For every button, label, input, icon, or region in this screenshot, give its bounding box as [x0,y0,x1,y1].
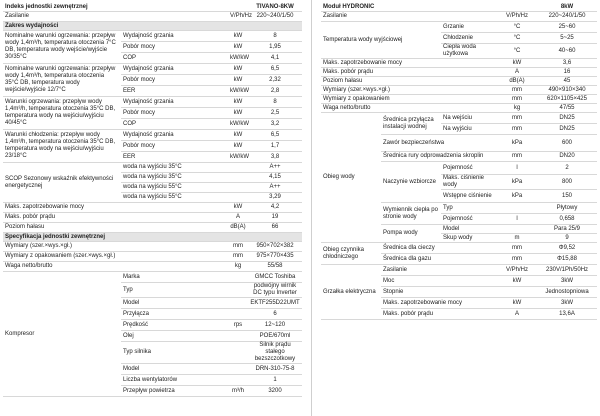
param: Wydajność grzania [121,130,228,141]
compressor-label: Kompresor [3,272,121,397]
row-label: Waga netto/brutto [3,262,228,272]
unit: dB(A) [497,77,537,86]
value: 975×770×435 [248,252,302,262]
unit: A [228,213,248,223]
temp-label: Temperatura wody wyjściowej [321,22,441,59]
table-row [321,104,597,113]
value: DN25 [537,124,597,135]
param: COP [121,53,228,64]
param: Przyłącza [121,309,228,320]
unit [228,298,248,309]
value: 6 [248,309,302,320]
param: Model [121,364,228,375]
unit: kW/kW [228,152,248,163]
param: Na wyjściu [441,124,497,135]
param: Wydajność grzania [121,64,228,75]
value: 2 [537,162,597,175]
table-row [3,252,302,262]
value: EKTF255D22UMT [248,298,302,309]
value: 220~240/1/50 [537,12,597,22]
param: Średnica dla gazu [381,254,497,265]
value: 2,5 [248,108,302,119]
table-row [3,31,302,42]
value: 3kW [537,298,597,309]
model-name: 8kW [537,3,597,12]
param: Na wejściu [441,113,497,124]
section-header: Zakres wydajności [3,22,302,31]
unit: °C [497,44,537,59]
table-row [321,265,597,276]
value: 12~120 [248,320,302,331]
unit: A [497,309,537,320]
unit: kW [228,64,248,75]
coolant-label: Obieg czynnika chłodniczego [321,243,381,265]
unit: kW [228,31,248,42]
param: Zawór bezpieczeństwa [381,135,497,152]
param: Maks. zapotrzebowanie mocy [381,298,497,309]
value: 4,2 [248,203,302,213]
sub-label: Wymiennik ciepła po stronie wody [381,203,441,225]
value: 6,5 [248,130,302,141]
row-label: Wymiary z opakowaniem [321,95,497,104]
unit: kW [228,75,248,86]
param: Pobór mocy [121,108,228,119]
sub-label: Średnica przyłącza instalacji wodnej [381,113,441,135]
unit: kg [497,104,537,113]
row-label: Wymiary z opakowaniem (szer.×wys.×gł.) [3,252,228,262]
row-label: Poziom hałasu [3,223,228,233]
value: 8 [248,31,302,42]
param: woda na wyjściu 35°C [121,163,248,173]
param: Olej [121,331,228,342]
row-label: Poziom hałasu [321,77,497,86]
unit: kW/kW [228,53,248,64]
value: 2,32 [248,75,302,86]
value: podwójny wirnik DC typu Inverter [248,283,302,298]
table-title: Indeks jednostki zewnętrznej [3,3,248,12]
value: 40~60 [537,44,597,59]
value: DRN-310-75-8 [248,364,302,375]
condition-label: Warunki ogrzewania: przepływ wody 1,4m³/h, temperatura otoczenia 35°C DB, temperatura wody na wejściu/wyjściu 40/45°C [3,97,121,130]
param: EER [121,86,228,97]
value: A++ [248,183,302,193]
table-row [3,64,302,75]
unit: kW [228,141,248,152]
unit: kW [497,276,537,287]
table-row [321,95,597,104]
row-label: Zasilanie [321,12,497,22]
value: Płytowy [537,203,597,214]
param: Zasilanie [381,265,497,276]
table-row [3,242,302,252]
table-row [3,3,302,12]
param: Wstępne ciśnienie [441,190,497,203]
value: 800 [537,175,597,190]
param: Wydajność grzania [121,31,228,42]
value: 3,2 [248,119,302,130]
unit: mm [497,254,537,265]
unit: kPa [497,135,537,152]
row-label: Maks. pobór prądu [321,68,497,77]
unit: kW [497,298,537,309]
value: 1,7 [248,141,302,152]
unit [228,283,248,298]
unit: m³/h [228,386,248,397]
table-row [3,233,302,242]
param: Pobór mocy [121,75,228,86]
table-row [3,12,302,22]
value: 0,658 [537,214,597,225]
value: DN25 [537,113,597,124]
unit: rps [228,320,248,331]
param: Moc [381,276,497,287]
unit: mm [497,152,537,162]
value: 8 [248,97,302,108]
unit [497,287,537,298]
sub-label: Pompa wody [381,225,441,243]
unit: V/Ph/Hz [497,12,537,22]
value: Φ9,52 [537,243,597,254]
row-label: Wymiary (szer.×wys.×gł.) [321,86,497,95]
value: 4,15 [248,173,302,183]
row-label: Zasilanie [3,12,228,22]
param: woda na wyjściu 55°C [121,183,248,193]
unit: kW [228,203,248,213]
value: 5~25 [537,33,597,44]
section-header: Specyfikacja jednostki zewnętrznej [3,233,302,242]
heater-label: Grzałka elektryczna [321,265,381,320]
value: GMCC Toshiba [248,272,302,283]
value: 1 [248,375,302,386]
value: 600 [537,135,597,152]
unit: kW [228,97,248,108]
value: 19 [248,213,302,223]
table-row [3,223,302,233]
param: Model [121,298,228,309]
value: 150 [537,190,597,203]
param: Chłodzenie [441,33,497,44]
value: 220~240/1/50 [248,12,302,22]
value: 9 [537,234,597,243]
param: woda na wyjściu 55°C [121,193,248,203]
unit: mm [497,113,537,124]
unit [497,203,537,214]
value: Φ15,88 [537,254,597,265]
condition-label: Nominalne warunki ogrzewania: przepływ wody 1,4m³/h, temperatura otoczenia 7°C DB, temperatura wody wejście/wyjście 30/35°C [3,31,121,64]
param: Ciepła woda użytkowa [441,44,497,59]
param: Przepływ powietrza [121,386,228,397]
unit: °C [497,33,537,44]
row-label: Maks. pobór prądu [3,213,228,223]
param: Maks. ciśnienie wody [441,175,497,190]
hydronic-module-table [321,3,597,320]
unit: A [497,68,537,77]
table-row [321,77,597,86]
value: 1,95 [248,42,302,53]
unit: kPa [497,190,537,203]
value: 3,29 [248,193,302,203]
water-circuit-label: Obieg wody [321,113,381,243]
param: Pojemność [441,162,497,175]
table-row [321,59,597,68]
unit [228,272,248,283]
table-row [3,22,302,31]
value: Silnik prądu stałego bezszczotkowy [248,342,302,364]
param: Pobór mocy [121,141,228,152]
value: A++ [248,163,302,173]
table-row [321,113,597,124]
sub-label: Naczynie wzbiorcze [381,162,441,203]
row-label: Wymiary (szer.×wys.×gł.) [3,242,228,252]
table-row [3,213,302,223]
unit: kPa [497,175,537,190]
value: 45 [537,77,597,86]
table-row [3,130,302,141]
table-row [321,22,597,33]
unit: kW [228,130,248,141]
outdoor-unit-table [3,3,302,397]
row-label: Maks. zapotrzebowanie mocy [321,59,497,68]
value: 13,6A [537,309,597,320]
unit [228,364,248,375]
table-row [3,203,302,213]
table-row [3,97,302,108]
table-row [321,243,597,254]
value: 3kW [537,276,597,287]
unit: dB(A) [228,223,248,233]
param: woda na wyjściu 35°C [121,173,248,183]
value: 47/55 [537,104,597,113]
param: Typ [441,203,497,214]
table-row [3,163,302,173]
param: Marka [121,272,228,283]
model-name: TIVANO-8KW [248,3,302,12]
condition-label: Nominalne warunki ogrzewania: przepływ wody 1,4m³/h, temperatura otoczenia 35°C DB, temperatura wody wejście/wyjście 12/7°C [3,64,121,97]
value: 55/58 [248,262,302,272]
value: 66 [248,223,302,233]
table-row [321,3,597,12]
param: Typ [121,283,228,298]
unit: mm [497,86,537,95]
unit: mm [497,95,537,104]
unit: mm [228,242,248,252]
param: Typ silnika [121,342,228,364]
param: Model [441,225,497,234]
unit: mm [497,124,537,135]
value: POE/670ml [248,331,302,342]
unit [228,342,248,364]
unit: V/Ph/Hz [228,12,248,22]
value: 3,6 [537,59,597,68]
value: 16 [537,68,597,77]
param: EER [121,152,228,163]
unit: mm [228,252,248,262]
value: 230V/1Ph/50Hz [537,265,597,276]
param: Stopnie [381,287,497,298]
unit: m [497,234,537,243]
value: Jednostopniowa [537,287,597,298]
param: Pojemność [441,214,497,225]
unit: l [497,162,537,175]
table-row [3,272,302,283]
value: 3,8 [248,152,302,163]
value: 25~60 [537,22,597,33]
param: COP [121,119,228,130]
scop-label: SCOP Sezonowy wskaźnik efektywności energetycznej [3,163,121,203]
table-row [321,86,597,95]
value: 490×910×340 [537,86,597,95]
unit [497,225,537,234]
value: 6,5 [248,64,302,75]
condition-label: Warunki chłodzenia: przepływ wody 1,4m³/h, temperatura otoczenia 35°C DB, temperatura wody na wejściu/wyjściu 23/18°C [3,130,121,163]
value: 2,8 [248,86,302,97]
param: Grzanie [441,22,497,33]
value: 3200 [248,386,302,397]
value: 950×702×382 [248,242,302,252]
unit: kg [228,262,248,272]
value: DN20 [537,152,597,162]
unit: l [497,214,537,225]
unit [228,309,248,320]
param: Maks. pobór prądu [381,309,497,320]
unit [228,331,248,342]
param: Skup wody [441,234,497,243]
unit: kW [497,59,537,68]
unit: kW/kW [228,86,248,97]
param: Wydajność grzania [121,97,228,108]
param: Pobór mocy [121,42,228,53]
row-label: Waga netto/brutto [321,104,497,113]
unit: V/Ph/Hz [497,265,537,276]
table-row [3,262,302,272]
value: 4,1 [248,53,302,64]
param: Liczba wentylatorów [121,375,228,386]
unit: kW [228,108,248,119]
unit: mm [497,243,537,254]
param: Prędkość [121,320,228,331]
unit: kW/kW [228,119,248,130]
table-title: Moduł HYDRONIC [321,3,537,12]
param: Średnica dla cieczy [381,243,497,254]
table-row [321,68,597,77]
row-label: Maks. zapotrzebowanie mocy [3,203,228,213]
param: Średnica rury odprowadzenia skroplin [381,152,497,162]
unit [228,375,248,386]
value: 620×1105×425 [537,95,597,104]
value: Para 25/9 [537,225,597,234]
unit: kW [228,42,248,53]
column-divider [311,0,312,416]
unit: °C [497,22,537,33]
table-row [321,12,597,22]
